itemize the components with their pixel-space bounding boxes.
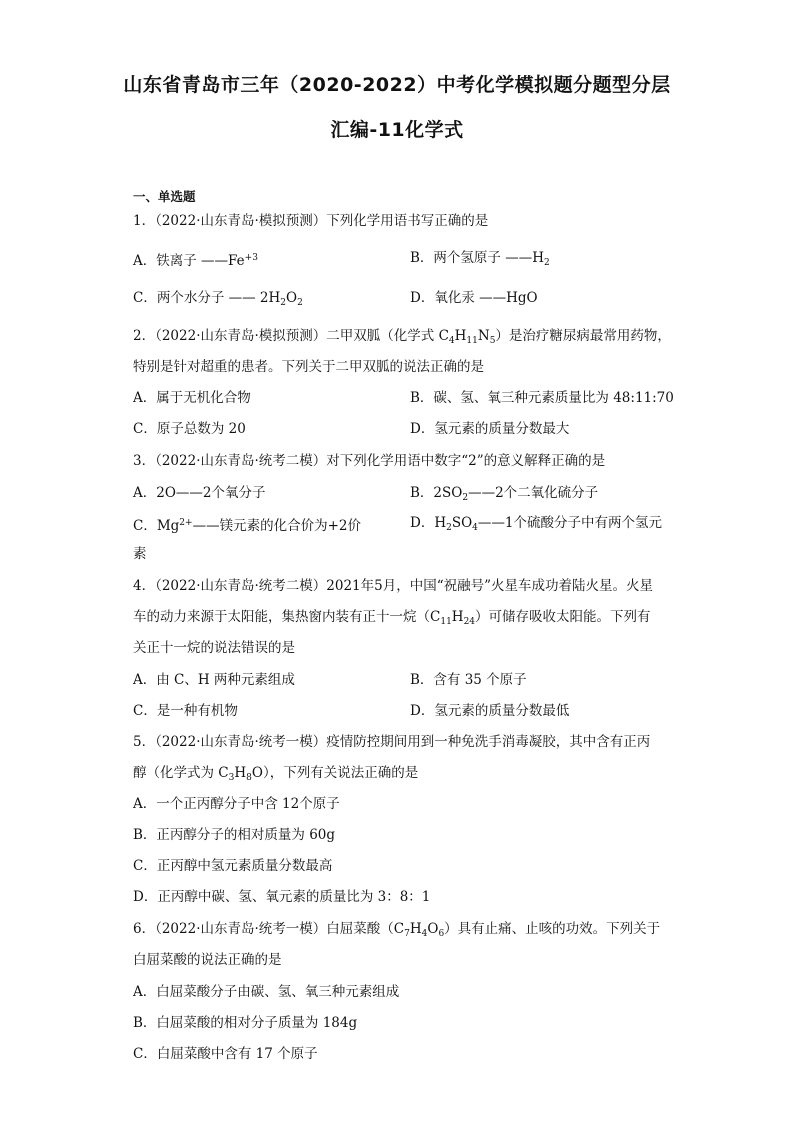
q3-option-a: A．2O——2个氧分子 [133,485,266,501]
q5-option-d: D．正丙醇中碳、氢、氧元素的质量比为 3：8：1 [133,889,431,905]
q2-option-d: D．氢元素的质量分数最大 [410,421,570,437]
document-title-line2: 汇编-11化学式 [330,119,464,141]
section-heading: 一、单选题 [133,189,196,204]
q4-option-c: C．是一种有机物 [133,703,238,719]
q4-stem-line3: 关正十一烷的说法错误的是 [133,640,295,656]
q1-stem: 1．（2022·山东青岛·模拟预测）下列化学用语书写正确的是 [133,213,489,229]
q3-option-d-continued: 素 [133,546,147,562]
document-title-line1: 山东省青岛市三年（2020-2022）中考化学模拟题分题型分层 [123,74,671,96]
q4-option-b: B．含有 35 个原子 [410,672,527,688]
q1-option-b: B．两个氢原子 $——H_2$ [410,250,550,268]
q3-option-b: B．$2SO_2——2$个二氧化硫分子 [410,485,599,503]
q3-option-c: C．$Mg^{2+}——$镁元素的化合价为+2价 [133,518,361,534]
q5-stem-line1: 5．（2022·山东青岛·统考一模）疫情防控期间用到一种免洗手消毒凝胶，其中含有正丙 [133,734,651,750]
q3-option-d: D．$H_2SO_4——1$个硫酸分子中有两个氢元 [410,515,662,533]
q6-option-c: C．白屈菜酸中含有 17 个原子 [133,1046,318,1062]
q4-option-a: A．由 C、H 两种元素组成 [133,672,295,688]
q2-option-c: C．原子总数为 20 [133,421,246,437]
q1-option-a: A．铁离子 $——Fe^{+3}$ [133,253,258,269]
q5-option-b: B．正丙醇分子的相对质量为 60g [133,827,336,843]
q1-option-d: D．氧化汞 ——HgO [410,290,538,306]
q5-stem-line2: 醇（化学式为 $C_3H_8O$），下列有关说法正确的是 [133,765,419,783]
q4-stem-line1: 4．（2022·山东青岛·统考二模）2021年5月，中国“祝融号”火星车成功着陆火星。火星 [133,578,654,594]
q2-stem-line2: 特别是针对超重的患者。下列关于二甲双胍的说法正确的是 [133,359,484,375]
q6-stem-line1: 6．（2022·山东青岛·统考一模）白屈菜酸$(C_7H_4O_6)$具有止痛、止咳的功效。下列关于 [133,921,661,939]
q4-option-d: D．氢元素的质量分数最低 [410,703,570,719]
q6-option-b: B．白屈菜酸的相对分子质量为 184g [133,1015,358,1031]
q5-option-c: C．正丙醇中氢元素质量分数最高 [133,858,333,874]
q2-stem-line1: 2．（2022·山东青岛·模拟预测）二甲双胍（化学式 $C_4H_{11}N_5$）是治疗糖尿病最常用药物， [133,328,671,346]
q4-stem-line2: 车的动力来源于太阳能，集热窗内装有正十一烷$(C_{11}H_{24})$可储存吸收太阳能。下列有 [133,609,651,627]
q2-option-b: B．碳、氢、氧三种元素质量比为 48:11:70 [410,390,674,406]
q3-stem: 3．（2022·山东青岛·统考二模）对下列化学用语中数字“2”的意义解释正确的是 [133,453,606,469]
q5-option-a: A．一个正丙醇分子中含 12个原子 [133,796,340,812]
q1-option-c: C．两个水分子 —— $2H_2O_2$ [133,290,303,308]
q2-option-a: A．属于无机化合物 [133,390,251,406]
q6-stem-line2: 白屈菜酸的说法正确的是 [133,952,282,968]
q6-option-a: A．白屈菜酸分子由碳、氢、氧三种元素组成 [133,984,400,1000]
